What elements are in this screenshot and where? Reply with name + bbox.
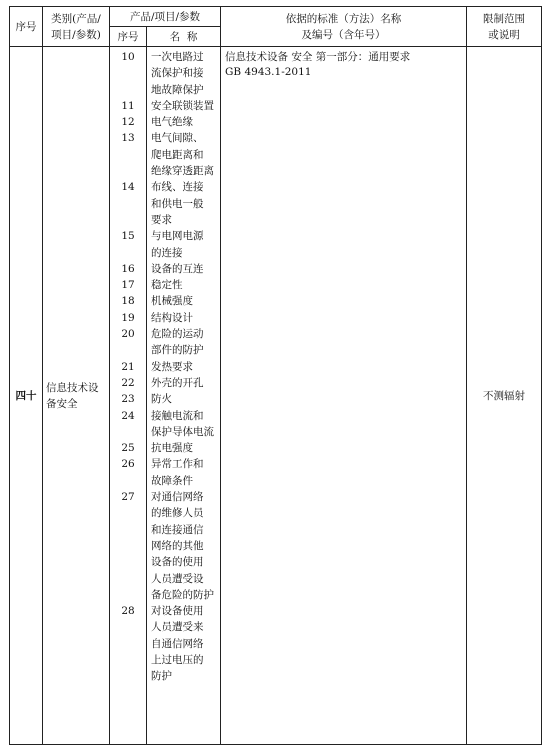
item-name-line: 电气间隙、 (151, 132, 204, 145)
header-standard-line-1: 依据的标准（方法）名称 (285, 12, 402, 25)
item-number-line (110, 473, 146, 489)
item-number-line (110, 163, 146, 179)
item-number-line (110, 505, 146, 521)
item-name-line: 设备的互连 (151, 262, 204, 275)
item-name-line: 外壳的开孔 (151, 376, 204, 389)
item-number-line: 25 (121, 442, 135, 455)
item-name-line: 的连接 (151, 246, 183, 259)
item-name-line: 发热要求 (151, 360, 193, 373)
header-limits (467, 7, 542, 47)
item-name-line: 上过电压的 (151, 653, 204, 666)
row-standard-line-1: 信息技术设备 安全 第一部分：通用要求 (225, 51, 411, 63)
item-name-line: 结构设计 (151, 311, 193, 324)
item-number-column (110, 47, 147, 745)
row-category (43, 47, 110, 745)
header-category-line-2: 项目/参数) (51, 28, 101, 41)
item-number-line (110, 82, 146, 98)
header-standard-line-2: 及编号（含年号） (301, 28, 386, 41)
item-number-line: 24 (121, 409, 135, 422)
row-seq: 四十 (10, 47, 43, 745)
item-number-line (110, 571, 146, 587)
item-name-line: 自通信网络 (151, 637, 204, 650)
item-number-line (110, 245, 146, 261)
header-sub-seq: 序号 (110, 27, 147, 47)
header-category (43, 7, 110, 47)
item-number-line: 18 (121, 295, 135, 308)
item-number-line (110, 538, 146, 554)
item-name-line: 保护导体电流 (151, 425, 214, 438)
item-name-line: 设备的使用 (151, 556, 204, 569)
item-name-line: 防护 (151, 670, 172, 683)
item-name-line: 稳定性 (151, 279, 183, 292)
item-number-line: 21 (121, 360, 135, 373)
item-name-line: 一次电路过 (151, 51, 204, 63)
row-remark: 不测辐射 (467, 47, 542, 745)
item-number-line: 16 (121, 262, 135, 275)
item-number-line (110, 147, 146, 163)
item-name-line: 电气绝缘 (151, 116, 193, 129)
item-name-line: 爬电距离和 (151, 148, 204, 161)
item-number-line (110, 522, 146, 538)
header-limits-line-1: 限制范围 (483, 12, 526, 25)
item-number-line: 10 (121, 51, 135, 63)
row-standard-line-2: GB 4943.1-2011 (225, 66, 312, 78)
header-standard (221, 7, 467, 47)
item-name-line: 故障条件 (151, 474, 193, 487)
header-product-group: 产品/项目/参数 (110, 7, 221, 27)
item-number-line: 28 (121, 605, 135, 618)
item-number-line (110, 554, 146, 570)
row-standard (221, 47, 467, 745)
row-category-line-2: 备安全 (46, 397, 78, 410)
item-number-line: 20 (121, 328, 135, 341)
row-category-line-1: 信息技术设 (46, 381, 99, 394)
item-name-line: 布线、连接 (151, 181, 204, 194)
item-name-line: 和连接通信 (151, 523, 204, 536)
item-name-line: 安全联锁装置 (151, 99, 214, 112)
header-limits-line-2: 或说明 (488, 28, 520, 41)
item-number-line: 27 (121, 491, 135, 504)
item-number-line (110, 342, 146, 358)
item-name-line: 和供电一般 (151, 197, 204, 210)
item-number-line: 15 (121, 230, 135, 243)
item-name-line: 网络的其他 (151, 539, 204, 552)
item-number-line (110, 668, 146, 684)
item-number-line (110, 65, 146, 81)
item-name-line: 备危险的防护 (151, 588, 214, 601)
item-number-line (110, 636, 146, 652)
item-name-line: 机械强度 (151, 295, 193, 308)
item-name-line: 流保护和接 (151, 67, 204, 80)
item-number-line (110, 424, 146, 440)
item-number-line: 19 (121, 311, 135, 324)
item-name-line: 异常工作和 (151, 458, 204, 471)
item-number-line: 22 (121, 376, 135, 389)
header-sub-name: 名 称 (147, 27, 221, 47)
item-name-line: 人员遭受来 (151, 621, 204, 634)
item-number-line: 12 (121, 116, 135, 129)
header-seq: 序号 (10, 7, 43, 47)
item-name-line: 部件的防护 (151, 344, 204, 357)
item-number-line (110, 587, 146, 603)
item-name-line: 防火 (151, 393, 172, 406)
item-number-line (110, 196, 146, 212)
item-number-line: 11 (121, 99, 135, 112)
item-name-line: 对通信网络 (151, 491, 204, 504)
item-name-line: 抗电强度 (151, 442, 193, 455)
item-name-line: 要求 (151, 213, 172, 226)
item-number-line (110, 212, 146, 228)
item-number-line: 23 (121, 393, 135, 406)
header-category-line-1: 类别(产品/ (51, 12, 101, 25)
item-number-line (110, 652, 146, 668)
item-name-line: 接触电流和 (151, 409, 204, 422)
item-number-line: 14 (121, 181, 135, 194)
item-number-line: 13 (121, 132, 135, 145)
item-name-line: 地故障保护 (151, 83, 204, 96)
item-name-line: 对设备使用 (151, 605, 204, 618)
item-name-line: 与电网电源 (151, 230, 204, 243)
item-name-line: 的维修人员 (151, 507, 204, 520)
item-name-line: 危险的运动 (151, 328, 204, 341)
item-name-line: 人员遭受设 (151, 572, 204, 585)
item-name-line: 绝缘穿透距离 (151, 165, 214, 178)
item-number-line: 26 (121, 458, 135, 471)
standards-table (9, 6, 542, 745)
item-name-column (147, 47, 221, 745)
item-number-line (110, 619, 146, 635)
item-number-line: 17 (121, 279, 135, 292)
